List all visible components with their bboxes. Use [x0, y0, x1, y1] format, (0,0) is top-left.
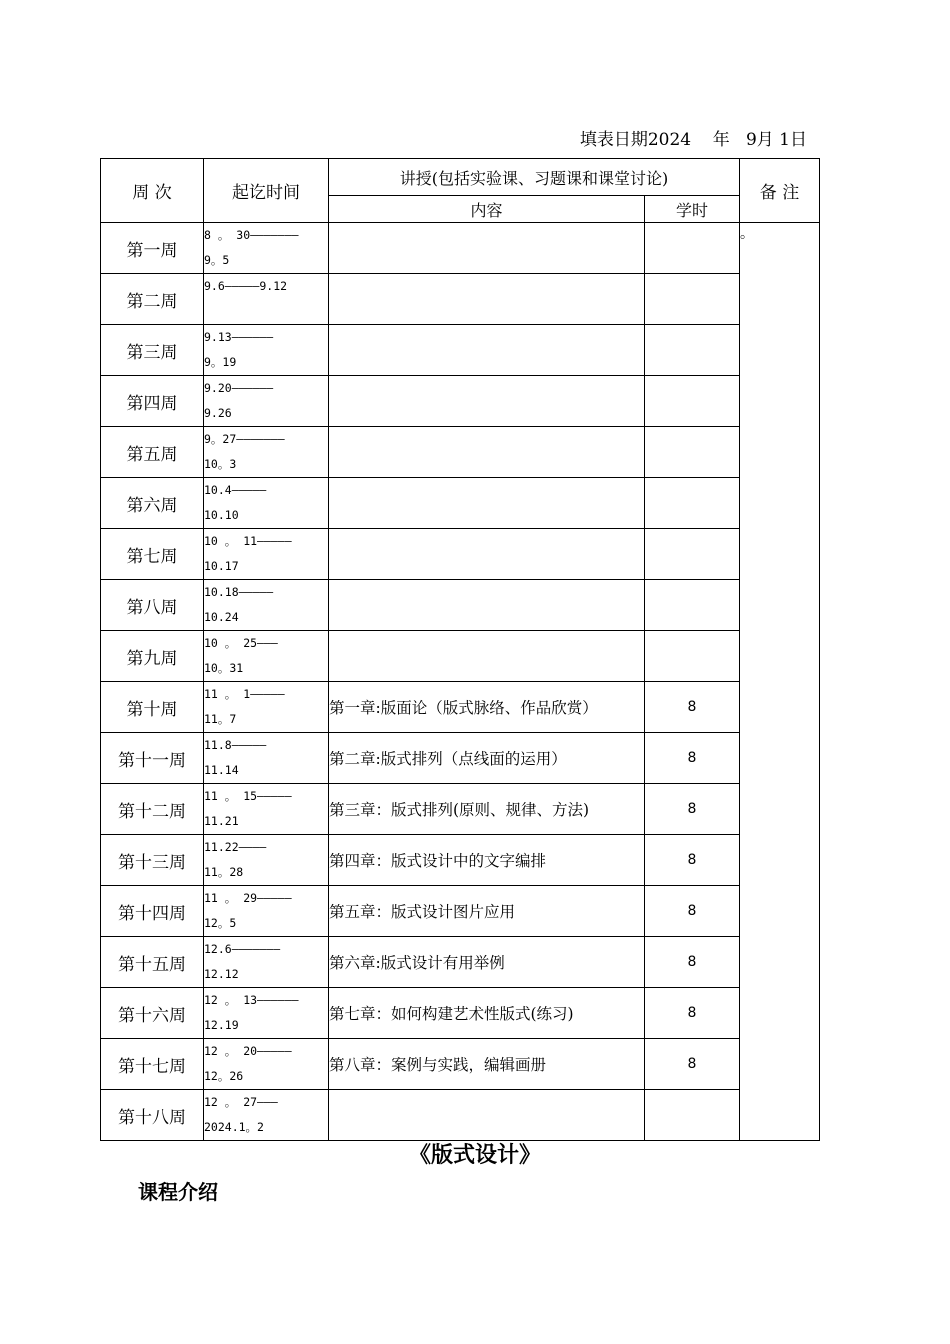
hours-cell: [645, 427, 740, 478]
header-hours: 学时: [645, 196, 740, 223]
header-note: 备 注: [740, 159, 820, 223]
table-row: [101, 733, 820, 784]
week-cell: 第六周: [101, 478, 204, 529]
date-range-start: 12 。 13——————: [204, 993, 299, 1007]
hours-cell: 8: [645, 988, 740, 1039]
date-range-end: 9。5: [204, 253, 230, 267]
table-row: [101, 376, 820, 427]
week-cell: 第二周: [101, 274, 204, 325]
date-range-start: 11 。 15—————: [204, 789, 292, 803]
date-range-start: 12 。 20—————: [204, 1044, 292, 1058]
table-row: [101, 478, 820, 529]
date-range-end: 11。7: [204, 712, 237, 726]
date-range-end: 2024.1。2: [204, 1120, 264, 1134]
header-week: 周 次: [101, 159, 204, 223]
date-range-cell: [204, 988, 329, 1039]
table-row: [101, 223, 820, 274]
date-range-cell: [204, 223, 329, 274]
week-cell: 第十五周: [101, 937, 204, 988]
date-range-start: 9.20——————: [204, 381, 274, 395]
hours-cell: [645, 1090, 740, 1141]
date-range-cell: [204, 325, 329, 376]
document-title: 《版式设计》: [408, 1142, 541, 1168]
date-range-start: 10 。 11—————: [204, 534, 292, 548]
date-range-cell: [204, 1090, 329, 1141]
date-range-cell: [204, 631, 329, 682]
date-range-end: 11.14: [204, 763, 239, 777]
hours-cell: 8: [645, 886, 740, 937]
content-cell: [329, 223, 645, 274]
date-range-start: 8 。 30———————: [204, 228, 299, 242]
date-range-end: 12。26: [204, 1069, 244, 1083]
date-range-start: 10.18—————: [204, 585, 274, 599]
content-cell: 第二章:版式排列（点线面的运用）: [329, 733, 645, 784]
date-range-start: 12.6———————: [204, 942, 281, 956]
hours-cell: [645, 325, 740, 376]
hours-cell: [645, 631, 740, 682]
date-range-cell: [204, 478, 329, 529]
content-cell: 第四章：版式设计中的文字编排: [329, 835, 645, 886]
date-range-start: 9.6—————9.12: [204, 279, 288, 293]
date-range-end: 11.21: [204, 814, 239, 828]
date-range-end: 12。5: [204, 916, 237, 930]
date-range-start: 11 。 29—————: [204, 891, 292, 905]
content-cell: 第六章:版式设计有用举例: [329, 937, 645, 988]
table-row: [101, 529, 820, 580]
hours-cell: [645, 478, 740, 529]
week-cell: 第十周: [101, 682, 204, 733]
week-cell: 第十八周: [101, 1090, 204, 1141]
week-cell: 第十三周: [101, 835, 204, 886]
date-range-end: 10。31: [204, 661, 244, 675]
date-range-end: 10.24: [204, 610, 239, 624]
week-cell: 第十七周: [101, 1039, 204, 1090]
date-range-end: 10。3: [204, 457, 237, 471]
table-row: [101, 631, 820, 682]
header-teaching: 讲授(包括实验课、习题课和课堂讨论): [329, 159, 740, 196]
week-cell: 第十四周: [101, 886, 204, 937]
date-range-cell: [204, 1039, 329, 1090]
table-row: [101, 937, 820, 988]
hours-cell: 8: [645, 835, 740, 886]
content-cell: 第五章：版式设计图片应用: [329, 886, 645, 937]
header-content: 内容: [329, 196, 645, 223]
date-range-cell: [204, 580, 329, 631]
date-range-start: 9。27———————: [204, 432, 285, 446]
section-title: 课程介绍: [138, 1180, 218, 1204]
date-range-end: 9.26: [204, 406, 232, 420]
week-cell: 第十二周: [101, 784, 204, 835]
date-range-end: 10.10: [204, 508, 239, 522]
content-cell: [329, 1090, 645, 1141]
content-cell: 第七章：如何构建艺术性版式(练习): [329, 988, 645, 1039]
note-cell: 。: [740, 223, 820, 1141]
date-range-start: 10.4—————: [204, 483, 267, 497]
date-range-end: 9。19: [204, 355, 237, 369]
date-range-cell: [204, 274, 329, 325]
date-range-cell: [204, 937, 329, 988]
content-cell: [329, 274, 645, 325]
table-row: [101, 886, 820, 937]
table-row: [101, 988, 820, 1039]
table-row: [101, 325, 820, 376]
week-cell: 第四周: [101, 376, 204, 427]
table-row: [101, 427, 820, 478]
schedule-body: [101, 223, 820, 1141]
date-range-cell: [204, 733, 329, 784]
hours-cell: [645, 376, 740, 427]
week-cell: 第八周: [101, 580, 204, 631]
content-cell: [329, 580, 645, 631]
table-row: [101, 1039, 820, 1090]
schedule-table: [100, 158, 820, 1141]
hours-cell: 8: [645, 1039, 740, 1090]
date-range-cell: [204, 529, 329, 580]
hours-cell: 8: [645, 784, 740, 835]
date-range-end: 12.19: [204, 1018, 239, 1032]
hours-cell: [645, 223, 740, 274]
date-range-start: 9.13——————: [204, 330, 274, 344]
date-range-start: 11 。 1—————: [204, 687, 285, 701]
week-cell: 第三周: [101, 325, 204, 376]
content-cell: 第八章：案例与实践，编辑画册: [329, 1039, 645, 1090]
date-range-cell: [204, 886, 329, 937]
content-cell: [329, 478, 645, 529]
date-range-end: 10.17: [204, 559, 239, 573]
week-cell: 第九周: [101, 631, 204, 682]
content-cell: [329, 529, 645, 580]
date-range-start: 11.8—————: [204, 738, 267, 752]
week-cell: 第五周: [101, 427, 204, 478]
date-range-cell: [204, 682, 329, 733]
content-cell: 第三章：版式排列(原则、规律、方法): [329, 784, 645, 835]
hours-cell: 8: [645, 733, 740, 784]
content-cell: [329, 325, 645, 376]
week-cell: 第十一周: [101, 733, 204, 784]
table-row: [101, 580, 820, 631]
week-cell: 第七周: [101, 529, 204, 580]
table-row: [101, 274, 820, 325]
date-range-end: 12.12: [204, 967, 239, 981]
table-row: [101, 835, 820, 886]
date-range-start: 10 。 25———: [204, 636, 278, 650]
week-cell: 第十六周: [101, 988, 204, 1039]
hours-cell: [645, 580, 740, 631]
header-time: 起讫时间: [204, 159, 329, 223]
content-cell: [329, 427, 645, 478]
date-range-cell: [204, 784, 329, 835]
hours-cell: [645, 274, 740, 325]
date-range-start: 12 。 27———: [204, 1095, 278, 1109]
week-cell: 第一周: [101, 223, 204, 274]
hours-cell: 8: [645, 937, 740, 988]
content-cell: 第一章:版面论（版式脉络、作品欣赏）: [329, 682, 645, 733]
content-cell: [329, 376, 645, 427]
table-row: [101, 682, 820, 733]
date-range-cell: [204, 835, 329, 886]
content-cell: [329, 631, 645, 682]
hours-cell: [645, 529, 740, 580]
table-row: [101, 1090, 820, 1141]
date-range-end: 11。28: [204, 865, 244, 879]
fill-date: 填表日期2024 年 9月 1日: [579, 130, 807, 150]
table-row: [101, 784, 820, 835]
hours-cell: 8: [645, 682, 740, 733]
date-range-cell: [204, 376, 329, 427]
date-range-start: 11.22————: [204, 840, 267, 854]
date-range-cell: [204, 427, 329, 478]
